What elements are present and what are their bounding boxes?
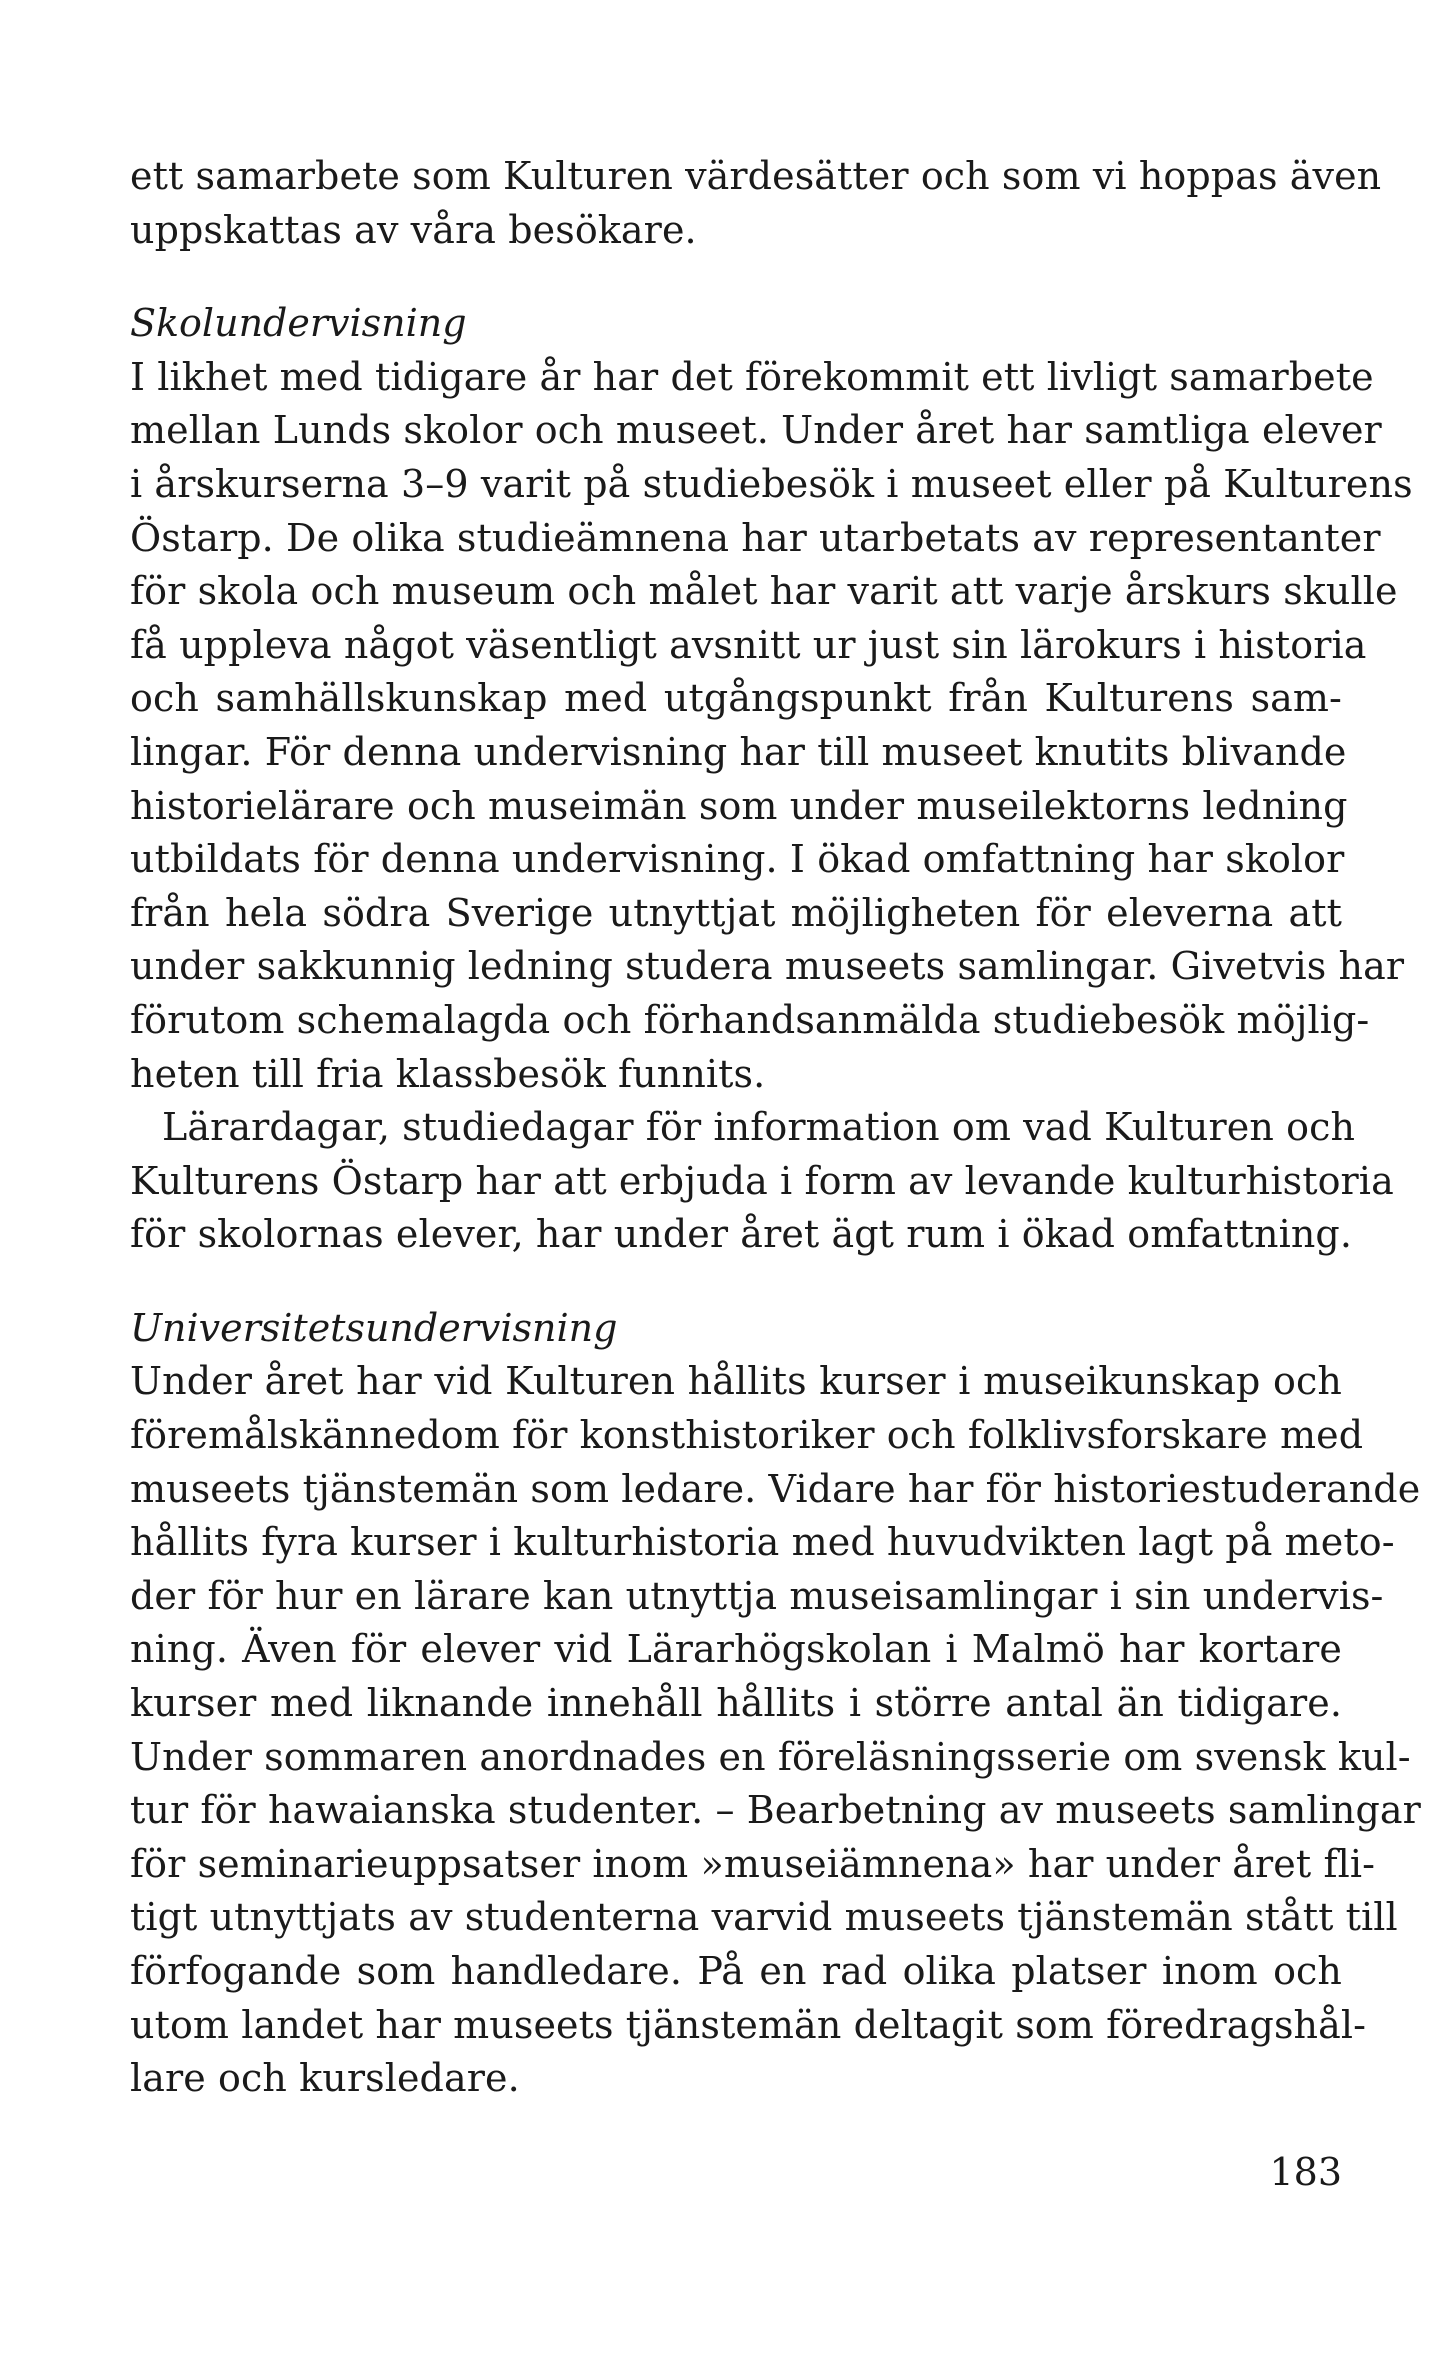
page-number: 183	[1269, 2150, 1342, 2194]
text-line: hållits fyra kurser i kulturhistoria med huvudvikten lagt på meto-	[130, 1520, 1395, 1565]
continuation-paragraph	[130, 150, 1382, 257]
text-line: ning. Även för elever vid Lärarhögskolan i Malmö har kortare	[130, 1627, 1342, 1672]
school-paragraph-1	[130, 351, 1413, 1101]
text-line: utbildats för denna undervisning. I ökad omfattning har skolor	[130, 837, 1345, 882]
text-line: för seminarieuppsatser inom »museiämnena» har under året fli-	[130, 1841, 1376, 1886]
text-line: och samhällskunskap med utgångspunkt från Kulturens sam-	[130, 676, 1342, 721]
text-line: för skolornas elever, har under året ägt rum i ökad omfattning.	[130, 1212, 1353, 1257]
text-line: förfogande som handledare. På en rad olika platser inom och	[130, 1949, 1342, 1993]
text-line: museets tjänstemän som ledare. Vidare har för historiestuderande	[130, 1466, 1421, 1511]
section-heading-school: Skolundervisning	[130, 301, 467, 346]
text-line: ett samarbete som Kulturen värdesätter och som vi hoppas även	[130, 154, 1382, 198]
text-line: tigt utnyttjats av studenterna varvid museets tjänstemän stått till	[130, 1895, 1398, 1940]
text-line: lingar. För denna undervisning har till museet knutits blivande	[130, 729, 1347, 774]
university-paragraph-1	[130, 1355, 1421, 2105]
text-line: uppskattas av våra besökare.	[130, 207, 697, 252]
text-line: Lärardagar, studiedagar för information om vad Kulturen och	[162, 1105, 1356, 1150]
text-line: mellan Lunds skolor och museet. Under året har samtliga elever	[130, 408, 1382, 453]
text-line: der för hur en lärare kan utnyttja museisamlingar i sin undervis-	[130, 1573, 1384, 1618]
text-line: utom landet har museets tjänstemän deltagit som föredragshål-	[130, 2002, 1367, 2047]
text-line: för skola och museum och målet har varit att varje årskurs skulle	[130, 569, 1398, 614]
text-line: historielärare och museimän som under museilektorns ledning	[130, 783, 1348, 828]
text-line: föremålskännedom för konsthistoriker och folklivsforskare med	[130, 1413, 1364, 1458]
text-line: lare och kursledare.	[130, 2056, 520, 2101]
text-line: Östarp. De olika studieämnena har utarbetats av representanter	[130, 515, 1381, 560]
text-line: kurser med liknande innehåll hållits i större antal än tidigare.	[130, 1681, 1342, 1726]
school-paragraph-2	[130, 1101, 1394, 1262]
text-line: Under året har vid Kulturen hållits kurser i museikunskap och	[130, 1359, 1342, 1404]
text-line: I likhet med tidigare år har det förekommit ett livligt samarbete	[130, 354, 1374, 399]
text-line: under sakkunnig ledning studera museets samlingar. Givetvis har	[130, 944, 1405, 989]
text-line: få uppleva något väsentligt avsnitt ur just sin lärokurs i historia	[130, 622, 1367, 667]
text-line: förutom schemalagda och förhandsanmälda studiebesök möjlig-	[130, 997, 1370, 1042]
text-line: heten till fria klassbesök funnits.	[130, 1051, 766, 1096]
section-heading-university: Universitetsundervisning	[130, 1305, 618, 1350]
text-line: Kulturens Östarp har att erbjuda i form av levande kulturhistoria	[130, 1158, 1394, 1203]
text-line: från hela södra Sverige utnyttjat möjligheten för eleverna att	[130, 890, 1342, 935]
text-line: i årskurserna 3–9 varit på studiebesök i museet eller på Kulturens	[130, 461, 1413, 506]
text-line: tur för hawaianska studenter. – Bearbetning av museets samlingar	[130, 1788, 1421, 1833]
text-line: Under sommaren anordnades en föreläsningsserie om svensk kul-	[130, 1734, 1411, 1779]
